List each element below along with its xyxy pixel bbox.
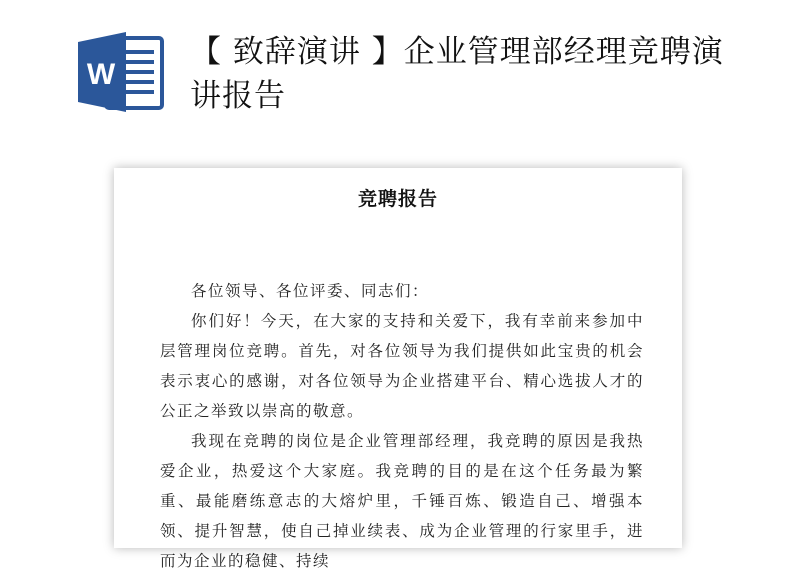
page-title: 【 致辞演讲 】企业管理部经理竞聘演讲报告 <box>190 34 724 114</box>
word-logo-icon <box>76 30 164 114</box>
document-page <box>114 168 682 570</box>
document-paragraph: 我现在竞聘的岗位是企业管理部经理，我竞聘的原因是我热爱企业，热爱这个大家庭。我竞聘的目的是在这个任务最为繁重、最能磨练意志的大熔炉里，千锤百炼、锻造自己、增强本领、提升智慧，使自己掉业续表、成为企业管理的行家里手，进而为企业的稳健、持续 <box>160 432 644 570</box>
document-title: 竞聘报告 <box>357 188 438 210</box>
word-logo-letter: W <box>86 58 116 91</box>
document-body <box>160 276 644 576</box>
document-paragraph-salutation: 各位领导、各位评委、同志们： <box>191 282 430 300</box>
document-paragraph: 你们好！今天，在大家的支持和关爱下，我有幸前来参加中层管理岗位竞聘。首先，对各位领导为我们提供如此宝贵的机会表示衷心的感谢，对各位领导为企业搭建平台、精心选拔人才的公正之举致以崇高的敬意。 <box>160 312 644 420</box>
